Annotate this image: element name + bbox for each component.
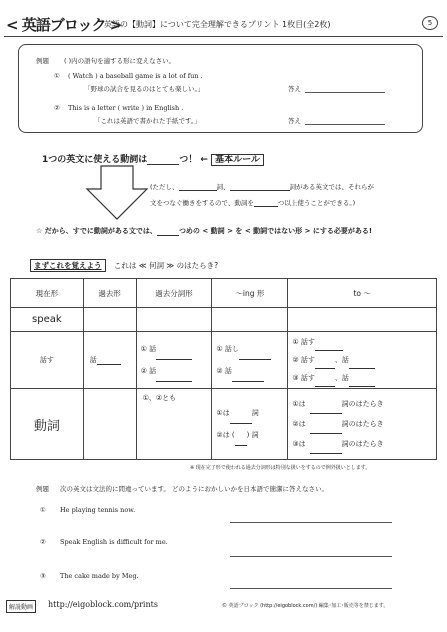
- prints-link[interactable]: http://eigoblock.com/prints: [48, 600, 158, 609]
- basic-rule-badge: 基本ルール: [211, 154, 264, 166]
- rule-star-line: [36, 226, 372, 236]
- header-present: 現在形: [11, 279, 84, 308]
- doushi-to-line-2: [288, 414, 436, 434]
- doushi-ing-label-2: ②は (: [216, 431, 235, 439]
- hanasu-to-cell: [288, 332, 437, 389]
- speak-pp-cell: [136, 308, 212, 332]
- doushi-ing-blank-2[interactable]: [235, 438, 247, 446]
- exercise-item-1-number: ①: [40, 506, 46, 514]
- example-label: 例題: [36, 57, 49, 65]
- doushi-to-line-1: [288, 394, 436, 414]
- rule-note-line-2: [150, 198, 355, 207]
- speak-to-cell: [288, 308, 437, 332]
- hanasu-ing-line-2: [212, 360, 287, 382]
- example-item-2-answer-line[interactable]: [305, 124, 385, 125]
- hanasu-ing-line-1: [212, 338, 287, 360]
- example-instruction: ( )内の語句を適する形に変えなさい。: [64, 57, 176, 65]
- hanasu-to-line-3: [288, 369, 436, 387]
- hanasu-pp-blank-2[interactable]: [156, 374, 192, 382]
- doushi-to-suffix-1: 詞のはたらき: [341, 400, 384, 408]
- hanasu-to-label-2: ② 話す: [292, 356, 315, 364]
- exercise-item-3-number: ③: [40, 572, 46, 580]
- exercise-item-3-answer-line[interactable]: [230, 588, 392, 589]
- rule-note-1a: (ただし、: [150, 183, 179, 191]
- speak-past-cell: [83, 308, 136, 332]
- doushi-past-cell: [83, 389, 136, 460]
- rule-note-1b: 詞、: [216, 183, 230, 191]
- doushi-to-label-3: ③は: [292, 440, 306, 448]
- example-item-1-japanese: 「野球の試合を見るのはとても楽しい。」: [84, 85, 205, 93]
- hanasu-pp-blank-1[interactable]: [156, 352, 192, 360]
- hanasu-ing-label-2: ② 話: [216, 367, 232, 375]
- doushi-ing-suffix-1: 詞: [251, 409, 259, 417]
- header-past: 過去形: [83, 279, 136, 308]
- example-item-2-answer-label: 答え: [288, 117, 301, 125]
- hanasu-past-blank[interactable]: [97, 357, 121, 365]
- video-tag: 解説動画: [6, 600, 36, 613]
- example-item-2-japanese: 「これは英語で書かれた手紙です。」: [94, 117, 201, 125]
- rule-note-blank-1[interactable]: [179, 183, 217, 191]
- hanasu-to-blank-2[interactable]: [315, 361, 335, 369]
- doushi-ing-suffix-2: ) 詞: [246, 431, 259, 439]
- rule-star-blank[interactable]: [157, 227, 179, 236]
- exercise-item-2-text: Speak English is difficult for me.: [60, 538, 168, 546]
- header-divider: [4, 36, 443, 37]
- doushi-ing-blank-1[interactable]: [230, 416, 252, 424]
- doushi-to-label-1: ①は: [292, 400, 306, 408]
- doushi-ing-line-2: [212, 424, 287, 446]
- speak-ing-cell: [212, 308, 288, 332]
- example-item-1-number: ①: [54, 72, 60, 80]
- doushi-to-suffix-2: 詞のはたらき: [341, 420, 384, 428]
- doushi-to-blank-2[interactable]: [310, 426, 342, 434]
- hanasu-to-label-3: ③ 話す: [292, 374, 315, 382]
- down-arrow-icon: [85, 165, 149, 221]
- page-title: 英語の【動詞】について完全理解できるプリント 1枚目(全2枚): [104, 20, 331, 29]
- exercise-item-1-text: He playing tennis now.: [60, 506, 136, 514]
- section-question: これは ≪ 何詞 ≫ のはたらき?: [113, 261, 219, 270]
- doushi-to-label-2: ②は: [292, 420, 306, 428]
- doushi-ing-cell: [212, 389, 288, 460]
- example-item-1-answer-line[interactable]: [305, 92, 385, 93]
- hanasu-to-mid-3: 、話: [334, 374, 349, 382]
- page-number-badge: 5: [422, 16, 438, 30]
- exercise-item-2-number: ②: [40, 538, 46, 546]
- doushi-to-line-3: [288, 434, 436, 454]
- site-logo: < 英語ブロック >: [6, 16, 122, 34]
- rule-star-b: つめの < 動詞 > を < 動詞ではない形 > にする必要がある!: [178, 227, 373, 235]
- rule-note-blank-3[interactable]: [254, 199, 278, 207]
- hanasu-ing-blank-2[interactable]: [232, 374, 264, 382]
- header-ing: ～ing 形: [212, 279, 288, 308]
- hanasu-to-blank-4[interactable]: [315, 379, 335, 387]
- header-to: to ～: [288, 279, 437, 308]
- doushi-to-blank-3[interactable]: [310, 446, 342, 454]
- verb-forms-table: [10, 278, 437, 460]
- doushi-ing-label-1: ①は: [216, 409, 230, 417]
- example-item-2-english: This is a letter ( write ) in English .: [68, 104, 184, 112]
- hanasu-past-label: 話: [89, 356, 97, 364]
- doushi-pp-text: ①、②とも: [142, 394, 177, 402]
- rule-star-a: ☆ だから、すでに動詞がある文では、: [36, 227, 157, 235]
- hanasu-to-label-1: ① 話す: [292, 338, 315, 346]
- copyright-text: © 英語ブロック (http://eigoblock.com/) 編集･加工･販売等を禁じます。: [222, 603, 389, 609]
- header-past-participle: 過去分詞形: [136, 279, 212, 308]
- exercise-item-1-answer-line[interactable]: [230, 522, 392, 523]
- exercise-instruction: 次の英文は文法的に間違っています。 どのようにおかしいかを日本語で簡潔に答えなさい。: [60, 485, 329, 493]
- rule-note-2b: つ以上使うことができる。): [277, 199, 356, 207]
- rule-note-2a: 文をつなぐ働きをするので、動詞を: [150, 199, 254, 207]
- exercise-item-3-text: The cake made by Meg.: [60, 572, 139, 580]
- rule-heading-pre: 1つの英文に使える動詞は: [42, 155, 148, 165]
- hanasu-ing-blank-1[interactable]: [239, 352, 271, 360]
- rule-note-1c: 詞がある英文では、それらが: [289, 183, 375, 191]
- hanasu-ing-cell: [212, 332, 288, 389]
- section-heading: [30, 260, 218, 271]
- speak-cell: speak: [11, 308, 84, 332]
- hanasu-to-blank-5[interactable]: [349, 379, 375, 387]
- rule-heading-blank[interactable]: [147, 155, 179, 165]
- doushi-ing-line-1: [212, 402, 287, 424]
- hanasu-to-blank-3[interactable]: [349, 361, 375, 369]
- exercise-item-2-answer-line[interactable]: [230, 556, 392, 557]
- memorize-tag: まずこれを覚えよう: [30, 259, 106, 272]
- hanasu-pp-line-2: [137, 360, 212, 382]
- rule-note-blank-2[interactable]: [230, 183, 290, 191]
- hanasu-past-cell: [83, 332, 136, 389]
- hanasu-pp-line-1: [137, 338, 212, 360]
- exercise-label: 例題: [36, 485, 49, 493]
- table-footnote: ※ 現在完了形で使われる過去分詞形は特別な扱いをするので例外扱いとします。: [190, 465, 371, 471]
- hanasu-to-mid-2: 、話: [334, 356, 349, 364]
- doushi-to-suffix-3: 詞のはたらき: [341, 440, 384, 448]
- hanasu-pp-label-1: ① 話: [140, 345, 157, 353]
- hanasu-cell: 話す: [11, 332, 84, 389]
- hanasu-pp-label-2: ② 話: [140, 367, 157, 375]
- rule-note-line-1: [150, 182, 374, 191]
- rule-heading-post: つ！ ←: [179, 155, 208, 165]
- hanasu-to-line-2: [288, 351, 436, 369]
- doushi-to-blank-1[interactable]: [310, 406, 342, 414]
- hanasu-pp-cell: [136, 332, 212, 389]
- doushi-to-cell: [288, 389, 437, 460]
- doushi-cell: 動詞: [11, 389, 84, 460]
- rule-heading: [42, 152, 264, 165]
- example-item-2-number: ②: [54, 104, 60, 112]
- example-item-1-english: ( Watch ) a baseball game is a lot of fun .: [68, 72, 203, 80]
- hanasu-to-line-1: [288, 333, 436, 351]
- example-item-1-answer-label: 答え: [288, 85, 301, 93]
- hanasu-ing-label-1: ① 話し: [216, 345, 239, 353]
- doushi-pp-cell: [136, 389, 212, 460]
- hanasu-to-blank-1[interactable]: [315, 343, 343, 351]
